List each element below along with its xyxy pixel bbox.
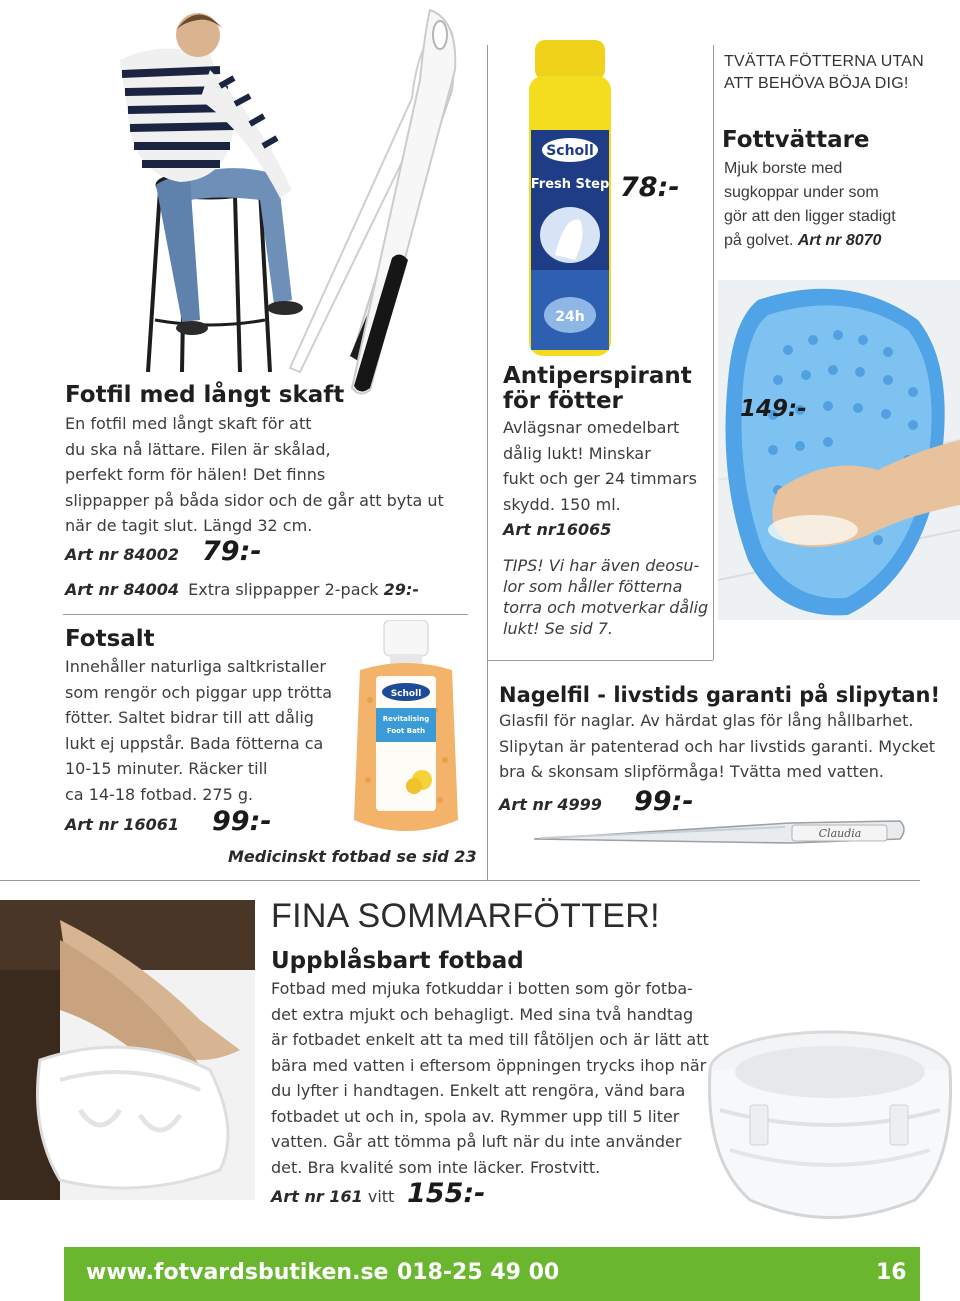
footbath-art-row — [271, 1187, 394, 1206]
footfile-line: slippapper på båda sidor och de går att byta ut — [65, 490, 444, 510]
footsalt-title: Fotsalt — [65, 626, 155, 652]
footfile-line: när de tagit slut. Längd 32 cm. — [65, 516, 313, 535]
washer-line: på golvet. — [724, 232, 794, 249]
footbath-title: Uppblåsbart fotbad — [271, 948, 524, 974]
nail-file-brand: Claudia — [818, 827, 862, 840]
footsalt-line: som rengör och piggar upp trötta — [65, 682, 332, 702]
tips-line: TIPS! Vi har även deosu- — [503, 556, 700, 575]
footsalt-line: lukt ej uppstår. Bada fötterna ca — [65, 733, 324, 753]
footbath-line: fotbadet ut och in, spola av. Rymmer upp till 5 liter — [271, 1106, 680, 1126]
antiperspirant-description — [503, 415, 697, 517]
antiperspirant-line: skydd. 150 ml. — [503, 494, 621, 514]
footer-phone: 018-25 49 00 — [397, 1260, 560, 1285]
nailfile-line: bra & skonsam slipförmåga! Tvätta med vatten. — [499, 762, 884, 781]
spray-product-name: Fresh Step — [530, 177, 610, 192]
scholl-fresh-step-spray-image — [525, 40, 615, 360]
footbath-line: det extra mjukt och behagligt. Med sina två handtag — [271, 1004, 694, 1024]
washer-line: gör att den ligger stadigt — [724, 208, 896, 225]
spray-24h-badge: 24h — [555, 309, 585, 325]
legs-in-foot-bath-photo — [0, 900, 255, 1200]
antiperspirant-tips — [503, 555, 708, 639]
footfile-description — [65, 411, 444, 539]
footsalt-art-number: Art nr 16061 — [65, 815, 180, 834]
footbath-price: 155:- — [407, 1178, 486, 1209]
washer-title: Fottvättare — [722, 127, 870, 153]
footsalt-line: ca 14-18 fotbad. 275 g. — [65, 784, 254, 804]
antiperspirant-line: dålig lukt! Minskar — [503, 443, 651, 463]
spray-brand-logo: Scholl — [546, 143, 594, 159]
bottle-name-line-1: Revitalising — [382, 715, 430, 723]
footbath-line: är fotbadet enkelt att ta med till fåtöljen och är lätt att — [271, 1030, 709, 1049]
washer-kicker-line-2: ATT BEHÖVA BÖJA DIG! — [724, 75, 909, 92]
footbath-line: du lyfter i handtagen. Enkelt att rengöra, vänd bara — [271, 1081, 686, 1100]
glass-nail-file-image — [530, 815, 910, 855]
footsalt-description — [65, 654, 332, 807]
washer-kicker — [724, 51, 924, 95]
footfile-price: 79:- — [202, 536, 262, 567]
long-foot-file-image — [330, 0, 480, 400]
antiperspirant-line: fukt och ger 24 timmars — [503, 469, 697, 488]
antiperspirant-art-number: Art nr16065 — [503, 520, 612, 539]
tips-line: lor som håller fötterna — [503, 577, 683, 596]
footbath-line: Fotbad med mjuka fotkuddar i botten som gör fotba- — [271, 979, 693, 998]
scholl-foot-bath-bottle-image — [340, 620, 472, 842]
nailfile-description — [499, 708, 935, 785]
footfile-title: Fotfil med långt skaft — [65, 382, 345, 408]
footfile-line: du ska nå lättare. Filen är skålad, — [65, 439, 331, 459]
page-number: 16 — [876, 1260, 907, 1285]
footer-website[interactable]: www.fotvardsbutiken.se — [86, 1260, 389, 1285]
nailfile-title: Nagelfil - livstids garanti på slipytan! — [499, 683, 941, 707]
bottle-brand-logo: Scholl — [390, 689, 422, 699]
antiperspirant-line: Avlägsnar omedelbart — [503, 418, 680, 437]
nailfile-line: Glasfil för naglar. Av härdat glas för lång hållbarhet. — [499, 711, 914, 730]
inflatable-foot-bath-image — [690, 1010, 960, 1230]
footfile-art-number: Art nr 84002 — [65, 545, 180, 564]
nailfile-price: 99:- — [634, 786, 694, 817]
footfile-extra-price: 29:- — [383, 580, 419, 599]
antiperspirant-title-line-2: för fötter — [503, 388, 623, 414]
footbath-art-number: Art nr 161 — [271, 1187, 363, 1206]
footfile-extra-row — [65, 580, 419, 599]
washer-description — [724, 157, 896, 253]
nailfile-line: Slipytan är patenterad och har livstids garanti. Mycket — [499, 736, 936, 756]
footfile-line: perfekt form för hälen! Det finns — [65, 465, 326, 484]
footsalt-line: fötter. Saltet bidrar till att dålig — [65, 708, 314, 727]
antiperspirant-title — [503, 364, 692, 414]
footbath-headline: FINA SOMMARFÖTTER! — [271, 897, 660, 935]
foot-washer-photo — [718, 280, 960, 620]
washer-art-number: Art nr 8070 — [797, 232, 882, 249]
footfile-line: En fotfil med långt skaft för att — [65, 414, 312, 433]
footbath-variant: vitt — [367, 1187, 395, 1206]
nailfile-art-number: Art nr 4999 — [499, 795, 602, 814]
washer-price: 149:- — [740, 396, 807, 422]
footsalt-price: 99:- — [212, 806, 272, 837]
tips-line: torra och motverkar dålig — [503, 598, 709, 617]
spray-price: 78:- — [620, 172, 680, 203]
footfile-extra-art: Art nr 84004 — [65, 580, 180, 599]
washer-kicker-line-1: TVÄTTA FÖTTERNA UTAN — [724, 53, 924, 70]
footbath-description — [271, 976, 709, 1180]
washer-line: sugkoppar under som — [724, 184, 879, 201]
footsalt-line: Innehåller naturliga saltkristaller — [65, 657, 326, 676]
footbath-line: vatten. Går att tömma på luft när du inte använder — [271, 1132, 682, 1151]
footbath-line: bära med vatten i eftersom öppningen trycks ihop när — [271, 1055, 707, 1075]
footfile-extra-text: Extra slippapper 2-pack — [188, 580, 379, 599]
washer-line: Mjuk borste med — [724, 160, 843, 177]
footsalt-line: 10-15 minuter. Räcker till — [65, 759, 268, 778]
tips-line: lukt! Se sid 7. — [503, 619, 613, 638]
footsalt-bath-note: Medicinskt fotbad se sid 23 — [228, 847, 477, 866]
antiperspirant-title-line-1: Antiperspirant — [503, 363, 692, 389]
footbath-line: det. Bra kvalité som inte läcker. Frostvitt. — [271, 1157, 601, 1177]
bottle-name-line-2: Foot Bath — [386, 727, 426, 735]
